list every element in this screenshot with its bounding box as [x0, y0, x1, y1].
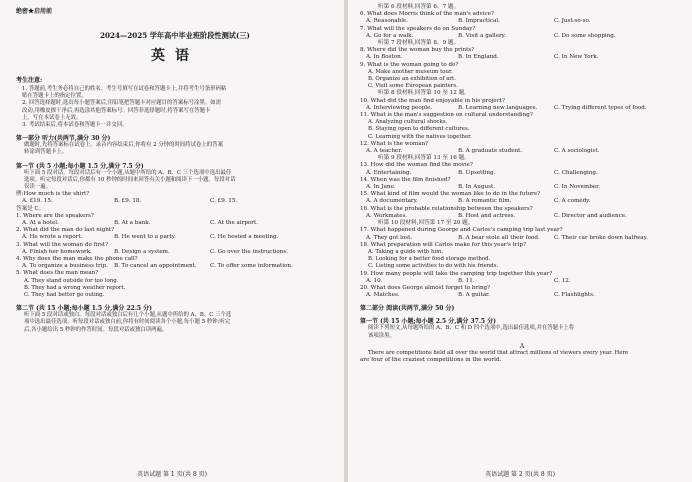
question: 2. What did the man do last night?	[16, 227, 115, 234]
question: 20. What does George almost forget to bring?	[360, 284, 491, 291]
reading-desc: 阅读下列短文,从每题所给的 A、B、C 和 D 四个选项中,选出最佳选项,并在答题卡上将	[368, 325, 575, 332]
option: A. Matches.	[366, 292, 400, 299]
option: A. To organize a business trip.	[22, 263, 108, 270]
question: 17. What happened during George and Carlos's camping trip last year?	[360, 227, 563, 234]
note-line: 贴在答题卡上的指定位置。	[22, 93, 87, 100]
option: C. A comedy.	[554, 198, 591, 205]
note-line: 1. 答题前,考生务必将自己的姓名、考生号填写在试卷和答题卡上,并将考生号条形码粘	[22, 86, 227, 92]
option: B. Upsetting.	[458, 169, 496, 176]
question: 1. Where are the speakers?	[16, 212, 94, 219]
option: A. Analyzing cultural shocks.	[368, 119, 448, 126]
question-options	[360, 170, 684, 177]
question: 4. Why does the man make the phone call?	[16, 256, 138, 263]
question: 3. What will the woman do first?	[16, 241, 109, 248]
part1-desc: 转涂到答题卡上。	[24, 149, 68, 156]
question-list	[360, 4, 684, 299]
option: A. Workmates.	[366, 212, 408, 219]
option: C. He hosted a meeting.	[210, 234, 279, 241]
listening-instruction: 听第 9 段材料,回答第 13 至 16 题。	[378, 155, 470, 162]
option: C. Learning with the natives together.	[368, 133, 472, 140]
question-options	[360, 198, 684, 205]
option: C. Listing some activities to do with his friends.	[368, 263, 499, 270]
part2-heading: 第二部分 阅读(共两节,满分 50 分)	[360, 305, 455, 313]
option: A. He wrote a report.	[22, 234, 83, 241]
question-options	[360, 235, 684, 242]
option: B. Visit a gallery.	[458, 32, 506, 39]
option: C. Go over the instructions.	[210, 248, 289, 255]
option: B. At a bank.	[114, 220, 151, 227]
option: C. They had better go outing.	[24, 292, 105, 299]
page-footer: 英语试题 第 1 页(共 8 页)	[137, 471, 207, 478]
question: 18. What preparation will Carlos make for this year's trip?	[360, 241, 526, 248]
option: C. At the airport.	[210, 220, 258, 227]
option: B. Organize an exhibition of art.	[368, 76, 456, 83]
option: A. Make another museum tour.	[368, 68, 453, 75]
option: A. Reasonable.	[366, 18, 409, 25]
question-options	[360, 33, 684, 40]
option: A. In June.	[366, 184, 396, 191]
listening-instruction: 听第 8 段材料,回答第 10 至 12 题。	[378, 90, 470, 97]
option: B. Learning new languages.	[458, 104, 538, 111]
question: 15. What kind of film would the woman like to do in the future?	[360, 191, 541, 198]
question-options	[16, 263, 334, 270]
question: 9. What is the woman going to do?	[360, 61, 459, 68]
section2-heading: 第二节 (共 15 小题;每小题 1.5 分,满分 22.5 分)	[16, 305, 153, 313]
question-options	[360, 54, 684, 61]
option: A. At a hotel.	[22, 220, 59, 227]
option: A. Interviewing people.	[366, 104, 433, 111]
option: C. Just-so-so.	[554, 18, 591, 25]
example-question: 例:How much is the shirt?	[16, 191, 90, 198]
reading-desc: 该项涂黑。	[368, 332, 395, 339]
part1-desc: 做题时,先将答案标在试卷上。录音内容结束后,你将有 2 分钟的时间将试卷上的答案	[24, 142, 223, 149]
option: C. Visit some European painters.	[368, 83, 458, 90]
passage-label: A	[519, 342, 525, 350]
listening-instruction: 听第 6 段材料,回答第 6、7 题。	[378, 4, 460, 10]
page-1	[0, 0, 344, 482]
reading-section1-heading: 第一节 (共 15 小题;每小题 2.5 分,满分 37.5 分)	[360, 318, 497, 326]
question-options	[16, 234, 334, 241]
listening-instruction: 听第 7 段材料,回答第 8、9 题。	[378, 40, 460, 47]
option: B. They had a wrong weather report.	[24, 284, 126, 291]
page-footer: 英语试题 第 2 页(共 8 页)	[485, 471, 555, 478]
question: 12. What is the woman?	[360, 140, 429, 147]
question: 7. What will the speakers do on Sunday?	[360, 25, 476, 32]
question-options	[360, 292, 684, 299]
question: 16. What is the probable relationship between the speakers?	[360, 205, 533, 212]
option: B. A romantic film.	[458, 198, 512, 205]
option: A. A teacher.	[366, 148, 403, 155]
passage-line: There are competitions held all over the world that attract millions of viewers every year. Here	[368, 349, 629, 356]
question: 6. What does Morris think of the man's advice?	[360, 11, 494, 18]
option: A. Finish her homework.	[22, 248, 92, 255]
example-answer: 答案是 C。	[16, 205, 45, 212]
question: 13. How did the woman find the movie?	[360, 162, 473, 169]
option: C. Director and audience.	[554, 212, 627, 219]
question: 14. When was the film finished?	[360, 176, 451, 183]
option: B. Impractical.	[458, 18, 500, 25]
note-line: 2. 回答选择题时,选出每小题答案后,用铅笔把答题卡对应题目的答案标号涂黑。如需	[22, 100, 221, 107]
option: B. Staying open to different cultures.	[368, 126, 470, 133]
note-line: 上。写在本试卷上无效。	[22, 114, 82, 121]
option: B. £9. 18.	[114, 198, 142, 205]
notes-heading: 考生注意:	[16, 77, 43, 84]
option: C. £9. 15.	[210, 198, 238, 205]
question: 10. What did the man find enjoyable in his project?	[360, 97, 505, 104]
option: C. Flashlights.	[554, 292, 595, 299]
option: A. £19. 15.	[22, 198, 53, 205]
option: C. A sociologist.	[554, 148, 600, 155]
question-options	[360, 105, 684, 112]
option: C. Their car broke down halfway.	[554, 234, 648, 241]
option: C. Do some shopping.	[554, 32, 616, 39]
option: C. Challenging.	[554, 169, 598, 176]
section1-desc: 选项。听完每段对话后,你都有 10 秒钟的时间来回答有关小题和阅读下一小题。每段对话	[24, 176, 236, 183]
option: C. 12.	[554, 277, 571, 284]
option: A. In Boston.	[366, 54, 403, 61]
option: A. Taking a guide with him.	[368, 248, 443, 255]
option: A. They stand outside for too long.	[24, 277, 119, 284]
section1-desc: 听下面 5 段对话。每段对话后有一个小题,从题中所给的 A、B、C 三个选项中选出最佳	[24, 169, 232, 176]
option: B. A bear stole all their food.	[458, 234, 540, 241]
secret-label: 绝密★启用前	[16, 8, 53, 15]
option: B. A graduate student.	[458, 148, 523, 155]
option: C. Trying different types of food.	[554, 104, 647, 111]
example-options	[16, 198, 334, 205]
option: A. A documentary.	[366, 198, 418, 205]
listening-instruction: 听第 10 段材料,回答第 17 至 20 题。	[378, 220, 474, 227]
question: 11. What is the man's suggestion on cultural understanding?	[360, 112, 533, 119]
option: A. Entertaining.	[366, 169, 412, 176]
exam-title: 2024—2025 学年高中毕业班阶段性测试(三)	[100, 31, 250, 40]
question-options	[16, 249, 334, 256]
option: A. They got lost.	[366, 234, 413, 241]
option: B. He went to a party.	[114, 234, 176, 241]
part1-heading: 第一部分 听力(共两节,满分 30 分)	[16, 135, 111, 143]
option: B. Looking for a better food storage method.	[368, 256, 491, 263]
section1-heading: 第一节 (共 5 小题;每小题 1.5 分,满分 7.5 分)	[16, 162, 144, 170]
section2-desc: 听下面 5 段对话或独白。每段对话或独白后有几个小题,从题中所给的 A、B、C 三个选	[24, 312, 232, 319]
question: 8. Where did the woman buy the prints?	[360, 47, 475, 54]
section1-desc: 仅读一遍。	[24, 184, 51, 191]
notes-list	[16, 86, 334, 129]
option: B. In August.	[458, 184, 495, 191]
option: A. 10.	[366, 277, 383, 284]
question: 19. How many people will take the camping trip together this year?	[360, 270, 553, 277]
option: B. Design a system.	[114, 248, 170, 255]
option: C. In New York.	[554, 54, 599, 61]
note-line: 3. 考试结束后,将本试卷和答题卡一并交回。	[22, 122, 128, 129]
question-options	[360, 213, 684, 220]
page-2	[348, 0, 692, 482]
question-options	[360, 278, 684, 285]
section2-desc: 后,各小题给出 5 秒钟的作答时间。每段对话或独白读两遍。	[24, 326, 168, 333]
option: C. To offer some information.	[210, 263, 293, 270]
note-line: 改动,用橡皮擦干净后,再选涂其他答案标号。回答非选择题时,将答案写在答题卡	[22, 107, 211, 114]
question-options	[360, 184, 684, 191]
question-options	[360, 18, 684, 25]
question-options	[16, 220, 334, 227]
subject-title: 英语	[151, 48, 199, 64]
option: B. A guitar.	[458, 292, 490, 299]
option: C. In November.	[554, 184, 600, 191]
question: 5. What does the man mean?	[16, 270, 99, 277]
section2-desc: 项中选出最佳选项。听每段对话或独白前,你将有时间阅读各个小题,每小题 5 秒钟;听完	[24, 319, 231, 326]
option: A. Go for a walk.	[366, 32, 414, 39]
option: B. In England.	[458, 54, 499, 61]
option: B. Host and actress.	[458, 212, 516, 219]
option: B. 11.	[458, 277, 475, 284]
option: B. To cancel an appointment.	[114, 263, 197, 270]
passage-line: are four of the craziest competitions in the world.	[360, 356, 502, 363]
